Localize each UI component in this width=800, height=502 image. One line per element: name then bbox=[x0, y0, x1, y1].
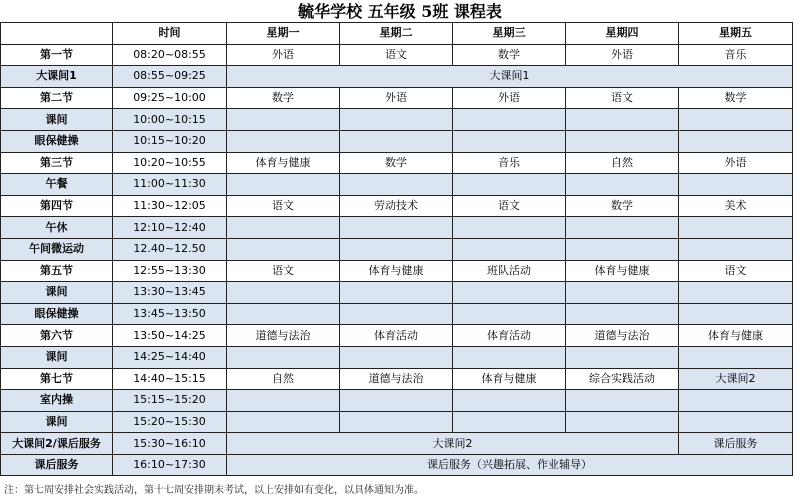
empty-cell bbox=[453, 346, 566, 368]
course-cell: 语文 bbox=[679, 260, 793, 282]
table-row bbox=[1, 238, 793, 260]
course-cell: 数学 bbox=[340, 152, 453, 174]
row-time: 11:00~11:30 bbox=[113, 174, 227, 196]
row-time: 14:40~15:15 bbox=[113, 368, 227, 390]
course-cell: 数学 bbox=[453, 44, 566, 66]
course-cell: 课后服务 bbox=[679, 433, 793, 455]
row-label: 第四节 bbox=[1, 195, 113, 217]
empty-cell bbox=[566, 217, 679, 239]
table-row bbox=[1, 433, 793, 455]
course-cell: 自然 bbox=[566, 152, 679, 174]
row-label: 课间 bbox=[1, 282, 113, 304]
empty-cell bbox=[227, 390, 340, 412]
row-time: 15:15~15:20 bbox=[113, 390, 227, 412]
table-row bbox=[1, 87, 793, 109]
empty-cell bbox=[227, 130, 340, 152]
row-time: 13:50~14:25 bbox=[113, 325, 227, 347]
merged-cell: 大课间2 bbox=[227, 433, 679, 455]
course-cell: 数学 bbox=[566, 195, 679, 217]
course-cell: 语文 bbox=[340, 44, 453, 66]
course-cell: 数学 bbox=[679, 87, 793, 109]
course-cell: 大课间2 bbox=[679, 368, 793, 390]
course-cell: 体育活动 bbox=[453, 325, 566, 347]
row-time: 10:20~10:55 bbox=[113, 152, 227, 174]
empty-cell bbox=[566, 346, 679, 368]
row-label: 午餐 bbox=[1, 174, 113, 196]
table-row bbox=[1, 217, 793, 239]
empty-cell bbox=[566, 174, 679, 196]
row-time: 09:25~10:00 bbox=[113, 87, 227, 109]
table-row bbox=[1, 152, 793, 174]
row-time: 16:10~17:30 bbox=[113, 454, 227, 476]
header-mon: 星期一 bbox=[227, 23, 340, 45]
row-label: 第一节 bbox=[1, 44, 113, 66]
table-row bbox=[1, 325, 793, 347]
table-row bbox=[1, 282, 793, 304]
merged-cell: 课后服务（兴趣拓展、作业辅导） bbox=[227, 454, 793, 476]
row-label: 课间 bbox=[1, 346, 113, 368]
empty-cell bbox=[340, 346, 453, 368]
header-time: 时间 bbox=[113, 23, 227, 45]
empty-cell bbox=[340, 109, 453, 131]
table-row bbox=[1, 454, 793, 476]
course-cell: 自然 bbox=[227, 368, 340, 390]
table-row bbox=[1, 174, 793, 196]
header-tue: 星期二 bbox=[340, 23, 453, 45]
table-row bbox=[1, 368, 793, 390]
course-cell: 道德与法治 bbox=[340, 368, 453, 390]
empty-cell bbox=[227, 282, 340, 304]
table-row bbox=[1, 303, 793, 325]
course-cell: 体育与健康 bbox=[679, 325, 793, 347]
empty-cell bbox=[566, 130, 679, 152]
course-cell: 外语 bbox=[227, 44, 340, 66]
row-label: 第七节 bbox=[1, 368, 113, 390]
empty-cell bbox=[679, 217, 793, 239]
row-time: 12:10~12:40 bbox=[113, 217, 227, 239]
empty-cell bbox=[679, 303, 793, 325]
table-row bbox=[1, 390, 793, 412]
course-cell: 音乐 bbox=[453, 152, 566, 174]
header-corner bbox=[1, 23, 113, 45]
course-cell: 外语 bbox=[566, 44, 679, 66]
empty-cell bbox=[679, 282, 793, 304]
empty-cell bbox=[566, 411, 679, 433]
course-cell: 劳动技术 bbox=[340, 195, 453, 217]
table-row bbox=[1, 411, 793, 433]
row-time: 10:15~10:20 bbox=[113, 130, 227, 152]
course-cell: 语文 bbox=[453, 195, 566, 217]
course-cell: 综合实践活动 bbox=[566, 368, 679, 390]
empty-cell bbox=[340, 238, 453, 260]
table-row bbox=[1, 346, 793, 368]
row-time: 12:55~13:30 bbox=[113, 260, 227, 282]
table-row bbox=[1, 66, 793, 88]
empty-cell bbox=[453, 411, 566, 433]
course-cell: 道德与法治 bbox=[227, 325, 340, 347]
empty-cell bbox=[453, 174, 566, 196]
row-label: 大课间2/课后服务 bbox=[1, 433, 113, 455]
table-row bbox=[1, 109, 793, 131]
row-label: 午休 bbox=[1, 217, 113, 239]
empty-cell bbox=[679, 346, 793, 368]
row-label: 大课间1 bbox=[1, 66, 113, 88]
header-fri: 星期五 bbox=[679, 23, 793, 45]
empty-cell bbox=[453, 217, 566, 239]
row-label: 眼保健操 bbox=[1, 303, 113, 325]
empty-cell bbox=[340, 130, 453, 152]
empty-cell bbox=[340, 282, 453, 304]
empty-cell bbox=[566, 238, 679, 260]
row-label: 第三节 bbox=[1, 152, 113, 174]
empty-cell bbox=[566, 109, 679, 131]
table-row bbox=[1, 195, 793, 217]
empty-cell bbox=[340, 217, 453, 239]
empty-cell bbox=[340, 303, 453, 325]
row-time: 13:30~13:45 bbox=[113, 282, 227, 304]
row-label: 室内操 bbox=[1, 390, 113, 412]
course-cell: 音乐 bbox=[679, 44, 793, 66]
course-cell: 语文 bbox=[227, 260, 340, 282]
empty-cell bbox=[227, 346, 340, 368]
course-cell: 体育与健康 bbox=[453, 368, 566, 390]
empty-cell bbox=[453, 130, 566, 152]
table-row bbox=[1, 260, 793, 282]
row-label: 第六节 bbox=[1, 325, 113, 347]
empty-cell bbox=[340, 174, 453, 196]
row-time: 08:55~09:25 bbox=[113, 66, 227, 88]
empty-cell bbox=[227, 217, 340, 239]
empty-cell bbox=[453, 238, 566, 260]
course-cell: 体育活动 bbox=[340, 325, 453, 347]
course-cell: 道德与法治 bbox=[566, 325, 679, 347]
course-cell: 体育与健康 bbox=[566, 260, 679, 282]
course-cell: 语文 bbox=[227, 195, 340, 217]
row-time: 08:20~08:55 bbox=[113, 44, 227, 66]
row-time: 10:00~10:15 bbox=[113, 109, 227, 131]
row-time: 15:30~16:10 bbox=[113, 433, 227, 455]
footnote: 注：第七周安排社会实践活动，第十七周安排期末考试，以上安排如有变化，以具体通知为准。 bbox=[4, 485, 424, 496]
course-cell: 班队活动 bbox=[453, 260, 566, 282]
empty-cell bbox=[566, 303, 679, 325]
empty-cell bbox=[453, 109, 566, 131]
course-cell: 外语 bbox=[340, 87, 453, 109]
merged-cell: 大课间1 bbox=[227, 66, 793, 88]
course-cell: 外语 bbox=[453, 87, 566, 109]
empty-cell bbox=[453, 303, 566, 325]
course-cell: 体育与健康 bbox=[340, 260, 453, 282]
empty-cell bbox=[340, 390, 453, 412]
row-label: 课间 bbox=[1, 109, 113, 131]
course-cell: 外语 bbox=[679, 152, 793, 174]
empty-cell bbox=[679, 238, 793, 260]
row-label: 第五节 bbox=[1, 260, 113, 282]
header-thu: 星期四 bbox=[566, 23, 679, 45]
empty-cell bbox=[453, 390, 566, 412]
row-time: 13:45~13:50 bbox=[113, 303, 227, 325]
course-cell: 数学 bbox=[227, 87, 340, 109]
course-cell: 语文 bbox=[566, 87, 679, 109]
course-cell: 体育与健康 bbox=[227, 152, 340, 174]
empty-cell bbox=[453, 282, 566, 304]
empty-cell bbox=[227, 303, 340, 325]
empty-cell bbox=[679, 174, 793, 196]
row-time: 12.40~12.50 bbox=[113, 238, 227, 260]
empty-cell bbox=[227, 174, 340, 196]
row-label: 午间微运动 bbox=[1, 238, 113, 260]
empty-cell bbox=[679, 109, 793, 131]
row-time: 15:20~15:30 bbox=[113, 411, 227, 433]
row-label: 课后服务 bbox=[1, 454, 113, 476]
row-label: 眼保健操 bbox=[1, 130, 113, 152]
header-wed: 星期三 bbox=[453, 23, 566, 45]
schedule-table bbox=[0, 22, 793, 476]
row-time: 14:25~14:40 bbox=[113, 346, 227, 368]
empty-cell bbox=[227, 238, 340, 260]
empty-cell bbox=[679, 390, 793, 412]
table-row bbox=[1, 44, 793, 66]
row-time: 11:30~12:05 bbox=[113, 195, 227, 217]
empty-cell bbox=[566, 282, 679, 304]
header-row bbox=[1, 23, 793, 45]
course-cell: 美术 bbox=[679, 195, 793, 217]
empty-cell bbox=[227, 411, 340, 433]
empty-cell bbox=[679, 130, 793, 152]
empty-cell bbox=[679, 411, 793, 433]
row-label: 第二节 bbox=[1, 87, 113, 109]
empty-cell bbox=[566, 390, 679, 412]
row-label: 课间 bbox=[1, 411, 113, 433]
empty-cell bbox=[340, 411, 453, 433]
empty-cell bbox=[227, 109, 340, 131]
page-title: 毓华学校 五年级 5班 课程表 bbox=[298, 2, 502, 21]
table-row bbox=[1, 130, 793, 152]
